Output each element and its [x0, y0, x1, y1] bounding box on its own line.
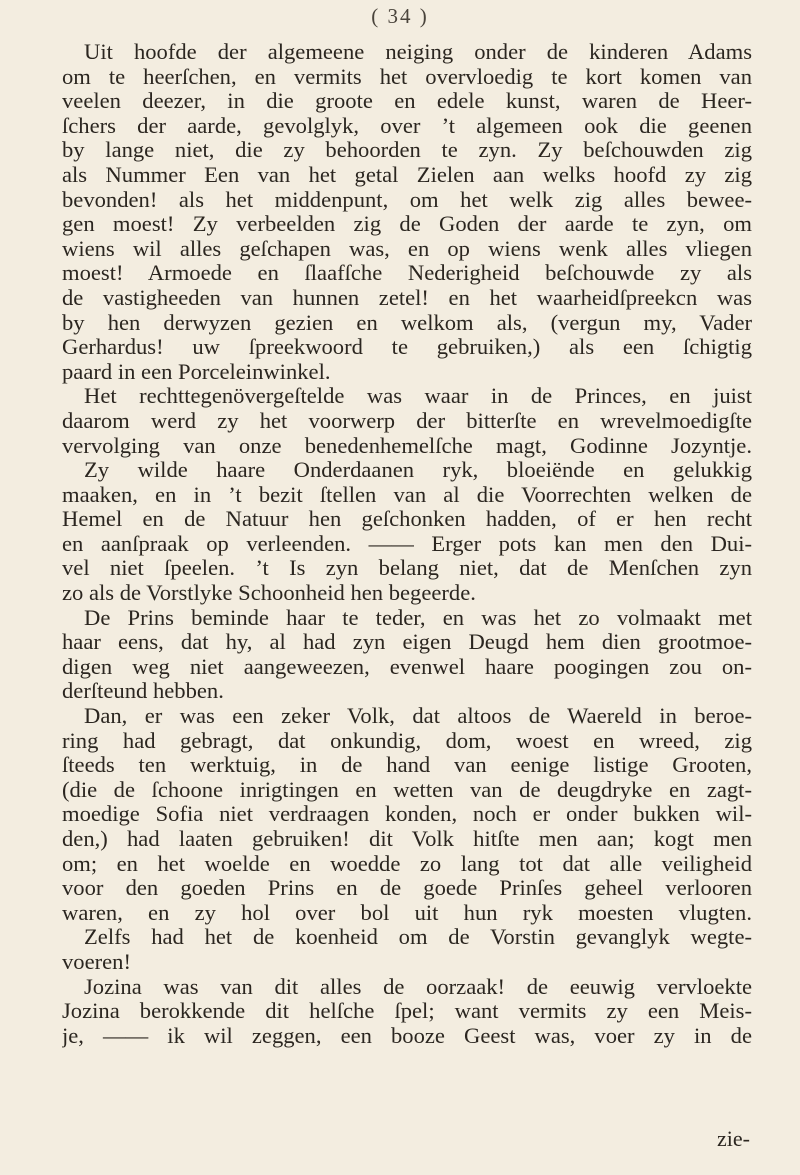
text-line: vel niet ſpeelen. ’t Is zyn belang niet, dat de Menſchen zyn — [62, 556, 752, 581]
text-line: vervolging van onze benedenhemelſche magt, Godinne Jozyntje. — [62, 433, 752, 458]
body-text — [62, 40, 752, 1048]
text-line: wiens wil alles geſchapen was, en op wiens wenk alles vliegen — [62, 236, 752, 261]
text-line: waren, en zy hol over bol uit hun ryk moesten vlugten. — [62, 900, 752, 925]
text-line: by lange niet, die zy behoorden te zyn. Zy beſchouwden zig — [62, 138, 752, 163]
text-line: Jozina was van dit alles de oorzaak! de eeuwig vervloekte — [84, 974, 752, 999]
text-line: voor den goeden Prins en de goede Prinſes geheel verlooren — [62, 876, 752, 901]
text-line: derſteund hebben. — [62, 679, 224, 704]
text-line: den,) had laaten gebruiken! dit Volk hitſte men aan; kogt men — [62, 827, 752, 851]
text-line: ring had gebragt, dat onkundig, dom, woest en wreed, zig — [62, 728, 752, 753]
text-line: Gerhardus! uw ſpreekwoord te gebruiken,) als een ſchigtig — [62, 335, 752, 360]
text-line: als Nummer Een van het getal Zielen aan welks hoofd zy zig — [62, 162, 752, 187]
text-line: gen moest! Zy verbeelden zig de Goden der aarde te zyn, om — [62, 212, 752, 237]
text-line: Jozina berokkende dit helſche ſpel; want vermits zy een Meis- — [62, 999, 752, 1024]
text-line: haar eens, dat hy, al had zyn eigen Deugd hem dien grootmoe- — [62, 630, 752, 655]
text-line: om; en het woelde en woedde zo lang tot dat alle veiligheid — [62, 851, 752, 876]
text-line: moedige Sofia niet verdraagen konden, noch er onder bukken wil- — [62, 802, 752, 827]
text-line: ſteeds ten werktuig, in de hand van eenige listige Grooten, — [62, 753, 752, 778]
text-line: paard in een Porceleinwinkel. — [62, 359, 331, 384]
page-number-header: ( 34 ) — [371, 4, 429, 28]
text-line: moest! Armoede en ſlaafſche Nederigheid beſchouwde zy als — [62, 261, 752, 286]
text-line: bevonden! als het middenpunt, om het welk zig alles bewee- — [62, 187, 752, 212]
text-line: de vastigheeden van hunnen zetel! en het waarheidſpreekcn was — [62, 285, 752, 310]
text-line: maaken, en in ’t bezit ſtellen van al die Voorrechten welken de — [62, 482, 752, 507]
text-line: Zy wilde haare Onderdaanen ryk, bloeiënde en gelukkig — [84, 458, 752, 483]
text-line: Hemel en de Natuur hen geſchonken hadden, of er hen recht — [62, 507, 752, 532]
text-line: om te heerſchen, en vermits het overvloedig te kort komen van — [62, 64, 752, 89]
text-line: veelen deezer, in die groote en edele kunst, waren de Heer- — [62, 89, 752, 114]
text-line: by hen derwyzen gezien en welkom als, (vergun my, Vader — [62, 310, 752, 335]
text-line: (die de ſchoone inrigtingen en wetten van de deugdryke en zagt- — [62, 777, 752, 802]
catchword: zie- — [717, 1126, 750, 1151]
text-line: ſchers der aarde, gevolglyk, over ’t algemeen ook die geenen — [62, 113, 752, 138]
text-line: daarom werd zy het voorwerp der bitterſte en wrevelmoedigſte — [62, 408, 752, 433]
text-line: Het rechttegenövergeſtelde was waar in de Princes, en juist — [84, 384, 752, 409]
text-line: voeren! — [62, 949, 131, 974]
text-line: Zelfs had het de koenheid om de Vorstin gevanglyk wegte- — [84, 925, 752, 950]
text-line: en aanſpraak op verleenden. —— Erger pots kan men den Dui- — [62, 531, 752, 556]
text-line: De Prins beminde haar te teder, en was het zo volmaakt met — [84, 605, 752, 630]
text-line: je, —— ik wil zeggen, een booze Geest was, voer zy in de — [62, 1023, 752, 1048]
text-line: Dan, er was een zeker Volk, dat altoos de Waereld in beroe- — [84, 704, 752, 729]
text-line: Uit hoofde der algemeene neiging onder de kinderen Adams — [84, 40, 752, 64]
text-line: zo als de Vorstlyke Schoonheid hen begeerde. — [62, 581, 476, 606]
text-line: digen weg niet aangeweezen, evenwel haare poogingen zou on- — [62, 654, 752, 679]
